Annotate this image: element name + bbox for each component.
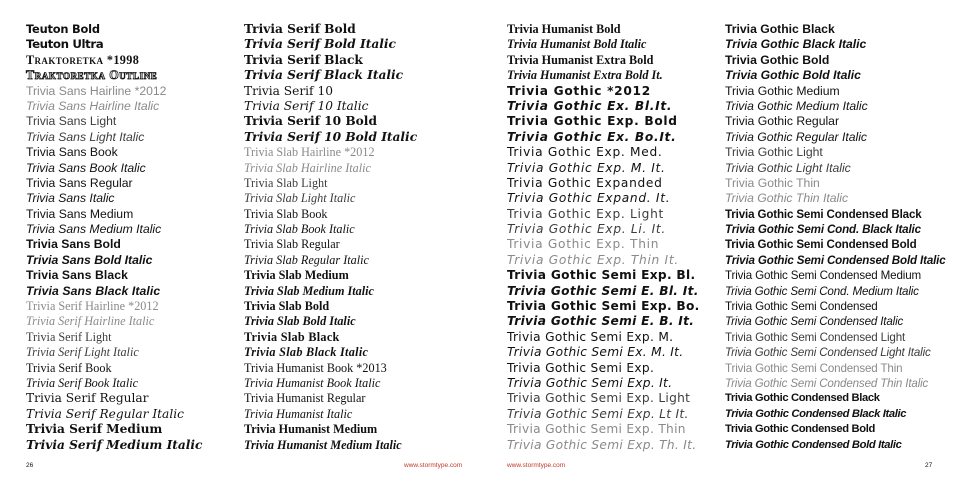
font-item: Trivia Slab Light xyxy=(244,175,328,190)
font-item: Trivia Sans Hairline *2012 xyxy=(26,83,167,98)
font-item: Trivia Serif Book xyxy=(26,360,112,375)
font-list-column-4 xyxy=(725,22,957,453)
font-item: Trivia Gothic Exp. Thin It. xyxy=(507,252,679,267)
font-item: Trivia Slab Light Italic xyxy=(244,191,356,206)
font-item: Trivia Gothic Light xyxy=(725,145,823,160)
font-item: Trivia Humanist Medium Italic xyxy=(244,437,402,452)
font-item: Trivia Serif Book Italic xyxy=(26,375,139,390)
font-item: Trivia Gothic Semi Condensed Thin xyxy=(725,361,903,375)
font-item: Trivia Gothic Semi E. Bl. It. xyxy=(507,283,699,298)
font-item: Trivia Serif Regular Italic xyxy=(26,406,184,421)
font-item: Trivia Gothic Semi Condensed Thin Italic xyxy=(725,376,929,390)
font-item: Trivia Gothic Black Italic xyxy=(725,37,867,52)
font-item: Trivia Humanist Extra Bold It. xyxy=(507,68,663,83)
font-item: Trivia Serif Light xyxy=(26,329,112,344)
right-page-number: 27 xyxy=(925,462,933,469)
font-item: Trivia Gothic Semi Condensed Medium xyxy=(725,269,922,283)
font-item: Trivia Slab Black xyxy=(244,329,340,344)
font-item: Trivia Slab Book xyxy=(244,206,328,221)
font-item: Trivia Gothic Semi E. B. It. xyxy=(507,314,695,329)
font-item: Trivia Sans Medium Italic xyxy=(26,222,162,237)
font-item: Trivia Humanist Book Italic xyxy=(244,375,381,390)
font-item: Trivia Sans Black Italic xyxy=(26,283,161,298)
font-item: Trivia Gothic Bold xyxy=(725,52,830,67)
font-item: Trivia Slab Book Italic xyxy=(244,222,355,237)
font-item: Trivia Gothic Expand. It. xyxy=(507,191,671,206)
font-item: Trivia Serif Medium xyxy=(26,422,163,437)
font-item: Trivia Serif 10 xyxy=(244,83,333,98)
font-item: Trivia Gothic *2012 xyxy=(507,83,651,98)
right-website-link[interactable]: www.stormtype.com xyxy=(507,462,566,469)
font-item: Trivia Gothic Ex. Bo.It. xyxy=(507,129,677,144)
font-item: Trivia Gothic Semi Exp. xyxy=(507,360,655,375)
font-item: Trivia Gothic Exp. Bold xyxy=(507,114,678,129)
font-item: Trivia Gothic Semi Exp. M. xyxy=(507,329,674,344)
font-item: Trivia Humanist Book *2013 xyxy=(244,360,387,375)
font-item: Trivia Slab Regular Italic xyxy=(244,252,369,267)
font-item: Trivia Gothic Regular Italic xyxy=(725,129,868,144)
font-item: Trivia Gothic Semi Condensed Light Italic xyxy=(725,346,931,360)
font-item: Trivia Serif Black xyxy=(244,52,363,67)
font-item: Teuton Bold xyxy=(26,22,100,36)
font-list-column-2 xyxy=(244,22,494,453)
font-item: Trivia Gothic Exp. Light xyxy=(507,206,664,221)
font-item: Trivia Gothic Exp. M. It. xyxy=(507,160,666,175)
font-item: Trivia Serif 10 Bold Italic xyxy=(244,129,418,144)
font-item: Trivia Serif Regular xyxy=(26,391,149,406)
font-item: Trivia Sans Light Italic xyxy=(26,129,145,144)
font-item: Trivia Sans Italic xyxy=(26,191,115,206)
font-item: Trivia Serif 10 Bold xyxy=(244,114,377,129)
font-item: Trivia Sans Black xyxy=(26,268,128,283)
font-item: Trivia Slab Medium xyxy=(244,268,349,283)
font-item: Trivia Serif Hairline *2012 xyxy=(26,299,159,314)
font-item: Trivia Gothic Exp. Med. xyxy=(507,145,663,160)
font-item: Trivia Gothic Semi Condensed xyxy=(725,300,878,314)
font-item: Trivia Gothic Semi Exp. Thin xyxy=(507,422,686,437)
font-item: Trivia Gothic Medium xyxy=(725,83,840,98)
font-item: Teuton Ultra xyxy=(26,37,104,52)
font-item: Trivia Gothic Condensed Black xyxy=(725,392,880,405)
font-item: Trivia Humanist Regular xyxy=(244,391,366,406)
font-item: Trivia Gothic Light Italic xyxy=(725,160,851,175)
font-item: Trivia Gothic Semi Cond. Medium Italic xyxy=(725,284,919,298)
font-item: Trivia Humanist Bold Italic xyxy=(507,37,647,52)
font-item: Trivia Gothic Semi Exp. Bl. xyxy=(507,268,696,283)
font-item: Trivia Gothic Semi Exp. Th. It. xyxy=(507,437,697,452)
font-item: Trivia Gothic Semi Exp. Bo. xyxy=(507,299,700,314)
font-item: Trivia Gothic Semi Condensed Italic xyxy=(725,315,904,329)
left-page-number: 26 xyxy=(26,462,34,469)
font-item: Trivia Gothic Exp. Thin xyxy=(507,237,660,252)
font-item: Trivia Gothic Semi Exp. It. xyxy=(507,375,673,390)
font-item: Trivia Gothic Expanded xyxy=(507,175,663,190)
font-item: Trivia Humanist Medium xyxy=(244,422,378,437)
left-website-link[interactable]: www.stormtype.com xyxy=(404,462,463,469)
font-item: Trivia Humanist Italic xyxy=(244,406,353,421)
font-item: Traktoretka Outline xyxy=(26,68,158,83)
font-item: Trivia Gothic Thin xyxy=(725,175,820,190)
font-item: Trivia Sans Book Italic xyxy=(26,160,146,175)
font-item: Trivia Gothic Semi Condensed Black xyxy=(725,207,922,221)
font-item: Trivia Serif Bold xyxy=(244,22,356,36)
font-item: Trivia Gothic Condensed Bold Italic xyxy=(725,438,902,451)
font-item: Trivia Gothic Semi Condensed Bold xyxy=(725,238,917,252)
font-item: Trivia Serif Bold Italic xyxy=(244,37,396,52)
font-item: Trivia Gothic Semi Exp. Lt It. xyxy=(507,406,689,421)
font-item: Trivia Slab Regular xyxy=(244,237,340,252)
font-item: Trivia Humanist Extra Bold xyxy=(507,52,654,67)
font-item: Trivia Gothic Exp. Li. It. xyxy=(507,222,666,237)
font-item: Trivia Sans Bold xyxy=(26,237,121,252)
font-item: Trivia Gothic Regular xyxy=(725,114,840,129)
font-item: Trivia Gothic Ex. Bl.It. xyxy=(507,98,673,113)
font-item: Trivia Gothic Semi Condensed Light xyxy=(725,330,906,344)
font-item: Trivia Serif Light Italic xyxy=(26,345,139,360)
font-item: Trivia Sans Bold Italic xyxy=(26,252,153,267)
font-list-column-3 xyxy=(507,22,722,453)
font-item: Traktoretka *1998 xyxy=(26,52,140,67)
font-item: Trivia Sans Regular xyxy=(26,175,133,190)
font-item: Trivia Humanist Bold xyxy=(507,22,621,36)
font-item: Trivia Gothic Semi Exp. Light xyxy=(507,391,691,406)
font-item: Trivia Slab Black Italic xyxy=(244,345,369,360)
font-item: Trivia Gothic Medium Italic xyxy=(725,98,868,113)
font-item: Trivia Slab Hairline Italic xyxy=(244,160,371,175)
font-item: Trivia Sans Light xyxy=(26,114,117,129)
font-item: Trivia Serif Black Italic xyxy=(244,68,404,83)
font-item: Trivia Gothic Semi Condensed Bold Italic xyxy=(725,253,946,267)
font-item: Trivia Serif Hairline Italic xyxy=(26,314,155,329)
font-item: Trivia Gothic Thin Italic xyxy=(725,191,849,206)
font-item: Trivia Slab Medium Italic xyxy=(244,283,374,298)
font-item: Trivia Slab Bold xyxy=(244,299,330,314)
font-item: Trivia Sans Book xyxy=(26,145,118,160)
font-item: Trivia Slab Bold Italic xyxy=(244,314,356,329)
font-item: Trivia Slab Hairline *2012 xyxy=(244,145,375,160)
font-item: Trivia Gothic Black xyxy=(725,22,835,36)
font-item: Trivia Gothic Condensed Bold xyxy=(725,423,875,436)
font-item: Trivia Serif Medium Italic xyxy=(26,437,203,452)
font-item: Trivia Serif 10 Italic xyxy=(244,98,369,113)
font-list-column-1 xyxy=(26,22,226,453)
font-item: Trivia Sans Medium xyxy=(26,206,134,221)
font-item: Trivia Gothic Bold Italic xyxy=(725,68,861,83)
font-item: Trivia Gothic Semi Cond. Black Italic xyxy=(725,223,921,237)
font-item: Trivia Sans Hairline Italic xyxy=(26,98,160,113)
font-item: Trivia Gothic Condensed Black Italic xyxy=(725,407,907,420)
font-item: Trivia Gothic Semi Ex. M. It. xyxy=(507,345,684,360)
